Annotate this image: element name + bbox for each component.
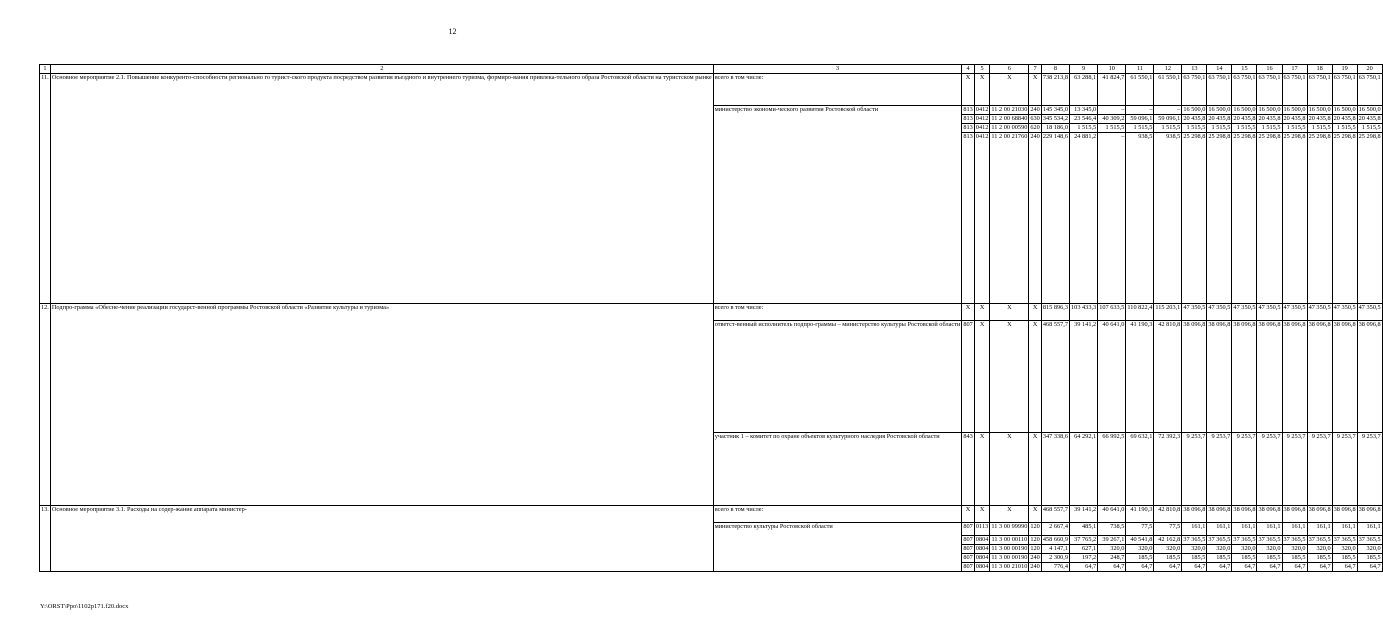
- value-cell: 0113: [974, 523, 990, 536]
- value-cell: 38 096,8: [1182, 321, 1207, 433]
- value-cell: 23 546,4: [1070, 115, 1098, 124]
- value-cell: 1 515,5: [1070, 124, 1098, 133]
- value-cell: 320,0: [1357, 545, 1382, 554]
- value-cell: 20 435,8: [1283, 115, 1306, 122]
- value-cell: 1 515,5: [1154, 124, 1182, 133]
- value-cell: 161,1: [1307, 523, 1332, 536]
- value-cell: 42 810,8: [1154, 321, 1182, 433]
- value-cell: 47 350,5: [1332, 304, 1357, 321]
- column-number-header: 2: [50, 65, 713, 74]
- value-cell: 38 096,8: [1332, 321, 1357, 433]
- value-cell: 161,1: [1232, 523, 1257, 536]
- value-cell: 185,5: [1257, 554, 1282, 563]
- value-cell: 197,2: [1070, 554, 1098, 563]
- value-cell: 4 147,1: [1041, 545, 1069, 554]
- value-cell: 1 515,5: [1232, 124, 1257, 133]
- value-cell: 38 096,8: [1257, 321, 1282, 433]
- value-cell: 807: [962, 321, 974, 433]
- column-number-row: [40, 65, 1383, 74]
- executor-cell: всего в том числе:: [713, 74, 962, 106]
- value-cell: X: [990, 304, 1029, 321]
- value-cell: 807: [963, 563, 973, 570]
- value-cell: 185,5: [1154, 554, 1182, 563]
- value-cell: 229 148,6: [1041, 133, 1069, 304]
- value-cell: 37 365,5: [1258, 536, 1281, 543]
- value-cell: X: [1029, 506, 1041, 523]
- value-cell: 185,5: [1207, 554, 1232, 563]
- column-number-header: 8: [1041, 65, 1069, 74]
- column-number-header: 11: [1126, 65, 1154, 74]
- value-cell: 24 881,2: [1070, 133, 1098, 304]
- value-cell: 320,0: [1307, 545, 1332, 554]
- value-cell: –: [1098, 133, 1126, 304]
- value-cell: 248,7: [1098, 554, 1126, 563]
- value-cell: X: [962, 506, 974, 523]
- value-cell: 25 298,8: [1257, 133, 1282, 304]
- column-number-header: 5: [974, 65, 990, 74]
- value-cell: 38 096,8: [1332, 506, 1357, 523]
- value-cell: 320,0: [1332, 545, 1357, 554]
- measure-description: Основное мероприятие 2.1. Повышение конкуренто-способности регионально го турист-ского продукта посредством развития въездного и внутреннего туризма, формиро-вания привлека-тельного образа Ростовской области на туристском рынке: [50, 74, 713, 304]
- value-cell: 41 190,3: [1126, 321, 1154, 433]
- value-cell: 64,7: [1182, 563, 1207, 572]
- executor-cell: участник 1 – комитет по охране объектов культурного наследия Ростовской области: [713, 433, 962, 506]
- value-cell: 627,1: [1070, 545, 1098, 554]
- value-cell: 813: [963, 106, 973, 113]
- value-cell: 40 541,8: [1126, 536, 1154, 545]
- value-cell: 813: [963, 124, 973, 131]
- value-cell: 185,5: [1307, 554, 1332, 563]
- executor-cell: ответст-венный исполнитель подпро-граммы – министерство культуры Ростовской области: [713, 321, 962, 433]
- value-cell: 63 750,1: [1357, 74, 1382, 106]
- value-cell: 0804: [975, 536, 989, 543]
- value-cell: 25 298,8: [1282, 133, 1307, 304]
- value-cell: 145 345,0: [1042, 106, 1069, 113]
- value-cell: 64,7: [1154, 563, 1182, 572]
- value-cell: 103 433,3: [1070, 304, 1098, 321]
- page-number: 12: [448, 27, 457, 36]
- value-cell: 815 896,3: [1041, 304, 1069, 321]
- executor-cell: всего в том числе:: [713, 506, 962, 523]
- value-cell: 813: [963, 115, 973, 122]
- value-cell: 20 435,8: [1333, 115, 1356, 122]
- value-cell: 37 365,5: [1333, 536, 1356, 543]
- value-cell: 66 992,5: [1098, 433, 1126, 506]
- value-cell: 20 435,8: [1258, 115, 1281, 122]
- value-cell: 0804: [975, 554, 989, 561]
- value-cell: 39 141,2: [1070, 506, 1098, 523]
- value-cell: 240: [1029, 133, 1041, 304]
- value-cell: 320,0: [1154, 545, 1182, 554]
- value-cell: 0412: [975, 106, 989, 113]
- value-cell: 110 822,4: [1126, 304, 1154, 321]
- value-cell: 11 2 00 21030: [991, 106, 1028, 113]
- value-cell: X: [1029, 321, 1041, 433]
- column-number-header: 16: [1257, 65, 1282, 74]
- value-cell: 485,1: [1070, 523, 1098, 536]
- value-cell: 320,0: [1126, 545, 1154, 554]
- value-cell: 807: [963, 545, 973, 552]
- value-cell: 345 534,2: [1042, 115, 1069, 122]
- value-cell: 458 660,9: [1042, 536, 1069, 543]
- column-number-header: 10: [1098, 65, 1126, 74]
- value-cell: 64,7: [1282, 563, 1307, 572]
- value-cell: 63 750,1: [1182, 74, 1207, 106]
- value-cell: X: [974, 433, 990, 506]
- value-cell: 42 810,8: [1154, 506, 1182, 523]
- value-cell: 1 515,5: [1332, 124, 1357, 133]
- value-cell: 738 213,8: [1041, 74, 1069, 106]
- value-cell: 38 096,8: [1307, 321, 1332, 433]
- value-cell: 47 350,5: [1232, 304, 1257, 321]
- value-cell: 1 515,5: [1307, 124, 1332, 133]
- value-cell: 11 3 00 00190: [991, 545, 1028, 552]
- value-cell: 64,7: [1098, 563, 1126, 572]
- executor-cell: министерство экономи-ческого развития Ростовской области: [713, 106, 962, 304]
- value-cell: 185,5: [1332, 554, 1357, 563]
- value-cell: 120: [1030, 536, 1040, 543]
- value-cell: 47 350,5: [1307, 304, 1332, 321]
- row-number: 13.: [40, 506, 51, 572]
- value-cell: 1 515,5: [1357, 124, 1382, 133]
- value-cell: 185,5: [1232, 554, 1257, 563]
- value-cell: X: [974, 321, 990, 433]
- column-number-header: 9: [1070, 65, 1098, 74]
- value-cell: 938,5: [1126, 133, 1154, 304]
- column-number-header: 3: [713, 65, 962, 74]
- value-cell: 1 515,5: [1257, 124, 1282, 133]
- value-cell: 11 3 00 00190: [991, 554, 1028, 561]
- value-cell: 11 2 00 21760: [990, 133, 1029, 304]
- value-cell: 37 365,5: [1208, 536, 1231, 543]
- value-cell: 38 096,8: [1307, 506, 1332, 523]
- value-cell: 37 365,5: [1308, 536, 1331, 543]
- value-cell: 41 824,7: [1098, 74, 1126, 106]
- value-cell: 120: [1029, 523, 1041, 536]
- column-number-header: 12: [1154, 65, 1182, 74]
- value-cell: 40 641,0: [1098, 506, 1126, 523]
- value-cell: 9 253,7: [1232, 433, 1257, 506]
- value-cell: 161,1: [1282, 523, 1307, 536]
- table-row: [40, 304, 1383, 321]
- value-cell: 1 515,5: [1126, 124, 1154, 133]
- value-cell: 38 096,8: [1182, 506, 1207, 523]
- value-cell: 16 500,0: [1308, 106, 1331, 113]
- value-cell: 468 557,7: [1041, 506, 1069, 523]
- value-cell: 9 253,7: [1257, 433, 1282, 506]
- value-cell: 0412: [975, 124, 989, 131]
- value-cell: 64,7: [1307, 563, 1332, 572]
- value-cell: X: [962, 304, 974, 321]
- value-cell: 63 288,1: [1070, 74, 1098, 106]
- value-cell: 37 365,5: [1233, 536, 1256, 543]
- value-cell: 63 750,1: [1257, 74, 1282, 106]
- executor-cell: министерство культуры Ростовской области: [713, 523, 962, 572]
- value-cell: 77,5: [1126, 523, 1154, 536]
- value-cell: 25 298,8: [1357, 133, 1382, 304]
- value-cell: 630: [1030, 115, 1040, 122]
- value-cell: 25 298,8: [1332, 133, 1357, 304]
- value-cell: 20 435,8: [1233, 115, 1256, 122]
- value-cell: 16 500,0: [1283, 106, 1306, 113]
- column-number-header: 4: [962, 65, 974, 74]
- value-cell: 47 350,5: [1182, 304, 1207, 321]
- value-cell: 161,1: [1357, 523, 1382, 536]
- value-cell: 47 350,5: [1207, 304, 1232, 321]
- value-cell: 61 550,1: [1154, 74, 1182, 106]
- executor-cell: всего в том числе:: [713, 304, 962, 321]
- measure-description: Основное мероприятие 3.1. Расходы на содер-жание аппарата министер-: [50, 506, 713, 572]
- value-cell: 2 667,4: [1041, 523, 1069, 536]
- value-cell: 16 500,0: [1333, 106, 1356, 113]
- value-cell: 1 515,5: [1207, 124, 1232, 133]
- value-cell: 63 750,1: [1332, 74, 1357, 106]
- value-cell: 59 096,1: [1126, 115, 1154, 124]
- value-cell: 64,7: [1257, 563, 1282, 572]
- value-cell: 16 500,0: [1258, 106, 1281, 113]
- value-cell: 61 550,1: [1126, 74, 1154, 106]
- value-cell: 38 096,8: [1232, 321, 1257, 433]
- value-cell: 16 500,0: [1183, 106, 1206, 113]
- value-cell: 38 096,8: [1257, 506, 1282, 523]
- value-cell: 161,1: [1257, 523, 1282, 536]
- value-cell: 9 253,7: [1357, 433, 1382, 506]
- value-cell: 468 557,7: [1041, 321, 1069, 433]
- value-cell: 0412: [974, 133, 990, 304]
- value-cell: X: [990, 506, 1029, 523]
- column-number-header: 13: [1182, 65, 1207, 74]
- value-cell: 72 392,3: [1154, 433, 1182, 506]
- value-cell: 738,5: [1098, 523, 1126, 536]
- value-cell: 64,7: [1232, 563, 1257, 572]
- value-cell: 11 2 00 68840: [991, 115, 1028, 122]
- value-cell: 320,0: [1182, 545, 1207, 554]
- value-cell: 38 096,8: [1282, 506, 1307, 523]
- value-cell: 320,0: [1282, 545, 1307, 554]
- value-cell: 0412: [975, 115, 989, 122]
- value-cell: 16 500,0: [1208, 106, 1231, 113]
- value-cell: 115 203,1: [1154, 304, 1182, 321]
- value-cell: 16 500,0: [1358, 106, 1381, 113]
- value-cell: 25 298,8: [1182, 133, 1207, 304]
- value-cell: 11 3 00 99990: [990, 523, 1029, 536]
- value-cell: 63 750,1: [1282, 74, 1307, 106]
- value-cell: 1 515,5: [1098, 124, 1126, 133]
- value-cell: 47 350,5: [1357, 304, 1382, 321]
- column-number-header: 14: [1207, 65, 1232, 74]
- value-cell: X: [990, 433, 1029, 506]
- value-cell: 20 435,8: [1308, 115, 1331, 122]
- value-cell: 63 750,1: [1232, 74, 1257, 106]
- value-cell: 64,7: [1126, 563, 1154, 572]
- value-cell: 807: [963, 554, 973, 561]
- value-cell: 38 096,8: [1207, 321, 1232, 433]
- value-cell: 320,0: [1207, 545, 1232, 554]
- value-cell: 11 3 00 21010: [991, 563, 1028, 570]
- value-cell: 20 435,8: [1358, 115, 1381, 122]
- value-cell: 240: [1030, 563, 1040, 570]
- value-cell: 9 253,7: [1182, 433, 1207, 506]
- value-cell: 37 365,5: [1358, 536, 1381, 543]
- value-cell: 120: [1030, 545, 1040, 552]
- value-cell: 41 190,3: [1126, 506, 1154, 523]
- column-number-header: 1: [40, 65, 51, 74]
- value-cell: 20 435,8: [1183, 115, 1206, 122]
- value-cell: 185,5: [1282, 554, 1307, 563]
- value-cell: 0804: [975, 545, 989, 552]
- value-cell: 77,5: [1154, 523, 1182, 536]
- value-cell: 1 515,5: [1182, 124, 1207, 133]
- value-cell: 20 435,8: [1208, 115, 1231, 122]
- value-cell: 161,1: [1207, 523, 1232, 536]
- value-cell: X: [990, 74, 1029, 106]
- value-cell: 37 365,5: [1283, 536, 1306, 543]
- column-number-header: 6: [990, 65, 1029, 74]
- value-cell: 25 298,8: [1307, 133, 1332, 304]
- value-cell: 107 633,5: [1098, 304, 1126, 321]
- footer-file-path: Y:\ORST\Ppo\1102p171.f20.docx: [40, 603, 129, 610]
- value-cell: 64,7: [1070, 563, 1098, 572]
- value-cell: 25 298,8: [1207, 133, 1232, 304]
- table-row: [40, 74, 1383, 106]
- value-cell: 776,4: [1041, 563, 1069, 572]
- value-cell: 38 096,8: [1357, 506, 1382, 523]
- value-cell: 39 267,1: [1098, 536, 1126, 545]
- value-cell: 63 750,1: [1207, 74, 1232, 106]
- value-cell: 38 096,8: [1357, 321, 1382, 433]
- value-cell: 13 345,0: [1070, 106, 1098, 115]
- value-cell: 64 292,1: [1070, 433, 1098, 506]
- measure-description: Подпро-грамма «Обесне-чение реализации государст-венной программы Ростовской области «Развитие культуры и туризма»: [50, 304, 713, 506]
- value-cell: 18 186,0: [1041, 124, 1069, 133]
- value-cell: 240: [1030, 106, 1040, 113]
- row-number: 12.: [40, 304, 51, 506]
- value-cell: 38 096,8: [1232, 506, 1257, 523]
- column-number-header: 19: [1332, 65, 1357, 74]
- value-cell: –: [1126, 106, 1154, 115]
- row-number: 11.: [40, 74, 51, 304]
- value-cell: 320,0: [1098, 545, 1126, 554]
- value-cell: –: [1098, 106, 1126, 115]
- value-cell: X: [974, 506, 990, 523]
- value-cell: 47 350,5: [1257, 304, 1282, 321]
- value-cell: 320,0: [1232, 545, 1257, 554]
- value-cell: X: [1029, 74, 1041, 106]
- value-cell: X: [990, 321, 1029, 433]
- table-row: [40, 506, 1383, 523]
- value-cell: 1 515,5: [1282, 124, 1307, 133]
- value-cell: 843: [962, 433, 974, 506]
- value-cell: 59 096,1: [1154, 115, 1182, 124]
- value-cell: 807: [963, 536, 973, 543]
- value-cell: 185,5: [1357, 554, 1382, 563]
- value-cell: 64,7: [1357, 563, 1382, 572]
- value-cell: 64,7: [1207, 563, 1232, 572]
- value-cell: X: [962, 74, 974, 106]
- value-cell: 37 365,5: [1183, 536, 1206, 543]
- value-cell: X: [1029, 433, 1041, 506]
- value-cell: 320,0: [1257, 545, 1282, 554]
- value-cell: 38 096,8: [1282, 321, 1307, 433]
- column-number-header: 18: [1307, 65, 1332, 74]
- value-cell: 807: [962, 523, 974, 536]
- value-cell: –: [1154, 106, 1182, 115]
- value-cell: X: [974, 304, 990, 321]
- value-cell: 40 641,0: [1098, 321, 1126, 433]
- value-cell: 42 162,8: [1154, 536, 1182, 545]
- value-cell: 39 141,2: [1070, 321, 1098, 433]
- value-cell: 161,1: [1182, 523, 1207, 536]
- value-cell: 16 500,0: [1233, 106, 1256, 113]
- value-cell: 11 2 00 00590: [991, 124, 1028, 131]
- value-cell: 25 298,8: [1232, 133, 1257, 304]
- value-cell: X: [974, 74, 990, 106]
- value-cell: 9 253,7: [1207, 433, 1232, 506]
- value-cell: 0804: [975, 563, 989, 570]
- column-number-header: 17: [1282, 65, 1307, 74]
- column-number-header: 20: [1357, 65, 1382, 74]
- value-cell: 2 300,9: [1041, 554, 1069, 563]
- value-cell: 185,5: [1182, 554, 1207, 563]
- value-cell: 11 3 00 00110: [991, 536, 1028, 543]
- value-cell: 938,5: [1154, 133, 1182, 304]
- value-cell: 38 096,8: [1207, 506, 1232, 523]
- value-cell: 37 765,2: [1070, 536, 1098, 545]
- value-cell: 620: [1030, 124, 1040, 131]
- value-cell: 9 253,7: [1307, 433, 1332, 506]
- value-cell: 9 253,7: [1282, 433, 1307, 506]
- budget-table: [39, 64, 1383, 572]
- value-cell: 69 632,1: [1126, 433, 1154, 506]
- value-cell: 9 253,7: [1332, 433, 1357, 506]
- value-cell: 185,5: [1126, 554, 1154, 563]
- value-cell: 64,7: [1332, 563, 1357, 572]
- column-number-header: 7: [1029, 65, 1041, 74]
- value-cell: 240: [1030, 554, 1040, 561]
- value-cell: 40 309,2: [1098, 115, 1126, 124]
- column-number-header: 15: [1232, 65, 1257, 74]
- value-cell: 47 350,5: [1282, 304, 1307, 321]
- value-cell: 813: [962, 133, 974, 304]
- value-cell: 347 338,6: [1041, 433, 1069, 506]
- value-cell: X: [1029, 304, 1041, 321]
- value-cell: 161,1: [1332, 523, 1357, 536]
- value-cell: 63 750,1: [1307, 74, 1332, 106]
